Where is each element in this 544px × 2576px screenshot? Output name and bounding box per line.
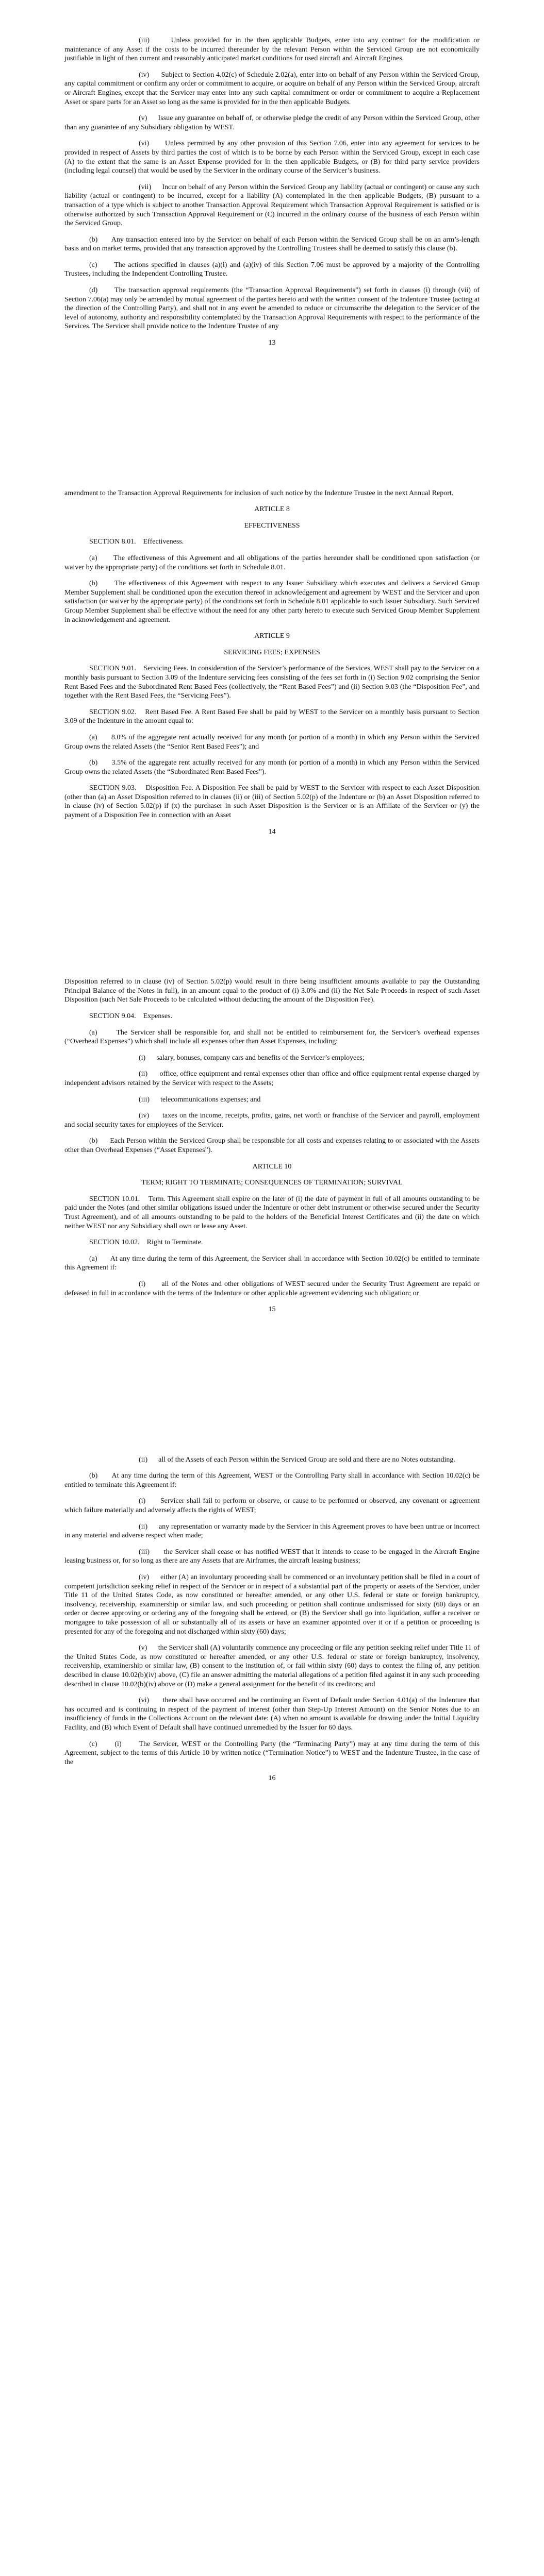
paragraph: (a) The Servicer shall be responsible for, and shall not be entitled to reimbursement for, the Servicer’s overhead expenses (“Overhead Expenses”) which shall include all expenses other than Asset Expenses, including: (64, 1028, 480, 1046)
article-title: EFFECTIVENESS (244, 521, 300, 530)
paragraph: (b) At any time during the term of this Agreement, WEST or the Controlling Party shall in accordance with Section 10.02(c) be entitled to terminate this Agreement if: (64, 1472, 480, 1489)
article-title: SERVICING FEES; EXPENSES (224, 648, 320, 656)
page-number: 14 (268, 827, 276, 836)
paragraph: (v) the Servicer shall (A) voluntarily commence any proceeding or file any petition seeking relief under Title 11 of the United States Code, as now constituted or hereafter amended, or any other U.S. federal or state or foreign bankruptcy, insolvency, receivership, examinership or similar law, (B) consent to the institution of, or fail within sixty (60) days to contest the filing of, any petition described in clause 10.02(b)(iv) above, (C) file an answer admitting the material allegations of a petition filed against it in any such proceeding described in clause 10.02(b)(iv) above or (D) make a general assignment for the benefit of its creditors; and (64, 1644, 480, 1688)
paragraph: (vii) Incur on behalf of any Person within the Serviced Group any liability (actual or contingent) or cause any such liability (actual or contingent) to be incurred, except for a liability (A) contemplated in the then applicable Budgets, (B) pursuant to a transaction of a type which is subject to another Transaction Approval Requirement which Transaction Approval Requirement is satisfied or is otherwise authorized by such Transaction Approval Requirement or (C) incurred in the ordinary course of the business of each Person within the Serviced Group. (64, 183, 480, 228)
article-heading: ARTICLE 9 (254, 632, 290, 640)
page-number: 15 (268, 1306, 276, 1314)
page-number: 13 (268, 339, 276, 347)
paragraph: (a) The effectiveness of this Agreement and all obligations of the parties hereunder shall be conditioned upon satisfaction (or waiver by the appropriate party) of the conditions set forth in Schedule 8.01. (64, 554, 480, 571)
page-gap (0, 355, 544, 489)
paragraph: (vi) Unless permitted by any other provision of this Section 7.06, enter into any agreement for services to be provided in respect of Assets by third parties the cost of which is to be borne by each Person within the Serviced Group, except in each case (A) to the extent that the same is an Asset Expense provided for in the then applicable Budgets, or (B) for third party service providers (including legal counsel) that would be used by the Servicer in the ordinary course of the Servicer’s business. (64, 140, 480, 175)
article-title: TERM; RIGHT TO TERMINATE; CONSEQUENCES OF TERMINATION; SURVIVAL (141, 1179, 403, 1187)
page-number: 16 (268, 1774, 276, 1783)
paragraph: (iii) telecommunications expenses; and (139, 1095, 261, 1104)
paragraph: (v) Issue any guarantee on behalf of, or otherwise pledge the credit of any Person within the Serviced Group, other than any guarantee of any Subsidiary obligation by WEST. (64, 114, 480, 131)
paragraph: (d) The transaction approval requirements (the “Transaction Approval Requirements”) set forth in clauses (i) through (vii) of Section 7.06(a) may only be amended by mutual agreement of the parties hereto and with the written consent of the Indenture Trustee (acting at the direction of the Controlling Party), and shall not in any event be amended to reduce or circumscribe the delegation to the Servicer of the level of autonomy, authority and responsibility contemplated by the Transaction Approval Requirements with respect to the performance of the Services. The Servicer shall provide notice to the Indenture Trustee of any (64, 286, 480, 331)
page-13 (0, 0, 544, 348)
article-heading: ARTICLE 8 (254, 505, 290, 514)
section-heading: SECTION 8.01. Effectiveness. (89, 538, 184, 546)
page-gap (0, 1321, 544, 1455)
paragraph: (iii) the Servicer shall cease or has notified WEST that it intends to cease to be engaged in the Aircraft Engine leasing business or, for so long as there are any Assets that are Airframes, the aircraft leasing business; (64, 1548, 480, 1565)
page-16 (0, 1455, 544, 1783)
paragraph: (a) 8.0% of the aggregate rent actually received for any month (or portion of a month) in which any Person within the Serviced Group owns the related Assets (the “Senior Rent Based Fees”); and (64, 733, 480, 751)
paragraph: (iii) Unless provided for in the then applicable Budgets, enter into any contract for the modification or maintenance of any Asset if the costs to be incurred thereunder by the relevant Person within the Serviced Group are not economically justifiable in light of then current and reasonably anticipated market conditions for used aircraft and Aircraft Engines. (64, 37, 480, 63)
paragraph: (b) Each Person within the Serviced Group shall be responsible for all costs and expenses relating to or associated with the Assets other than Overhead Expenses (“Asset Expenses”). (64, 1137, 480, 1154)
paragraph: (b) Any transaction entered into by the Servicer on behalf of each Person within the Serviced Group shall be on an arm’s-length basis and on market terms, provided that any transaction approved by the Controlling Trustees shall be deemed to satisfy this clause (b). (64, 235, 480, 253)
paragraph: SECTION 10.01. Term. This Agreement shall expire on the later of (i) the date of payment in full of all amounts outstanding to be paid under the Notes (and other similar obligations issued under the Indenture or other debt instrument or otherwise secured under the Security Trust Agreement), and of all amounts outstanding to be paid to the holders of the Beneficial Interest Certificates and (ii) the date on which neither WEST nor any Subsidiary shall own or lease any Asset. (64, 1195, 480, 1230)
paragraph: (vi) there shall have occurred and be continuing an Event of Default under Section 4.01(a) of the Indenture that has occurred and is continuing in respect of the payment of interest (other than Step-Up Interest Amount) on the Senior Notes due to an insufficiency of funds in the Collections Account on the relevant date: (A) when no amount is available for drawing under the Initial Liquidity Facility, and (B) which Event of Default shall have continued unremedied by the Issuer for 60 days. (64, 1697, 480, 1732)
page-gap (0, 843, 544, 977)
paragraph: SECTION 9.03. Disposition Fee. A Disposition Fee shall be paid by WEST to the Servicer with respect to each Asset Disposition (other than (a) an Asset Disposition referred to in clauses (ii) or (iii) of Section 5.02(p) of the Indenture or (b) an Asset Disposition referred to in clause (iv) of Section 5.02(p) if (x) the purchaser in such Asset Disposition is the Servicer or is an Affiliate of the Servicer or (y) the payment of a Disposition Fee in connection with an Asset (64, 784, 480, 820)
paragraph: (iv) taxes on the income, receipts, profits, gains, net worth or franchise of the Servicer and payroll, employment and social security taxes for employees of the Servicer. (64, 1112, 480, 1129)
section-heading: SECTION 9.04. Expenses. (89, 1012, 172, 1021)
paragraph: (b) The effectiveness of this Agreement with respect to any Issuer Subsidiary which executes and delivers a Serviced Group Member Supplement shall be conditioned upon the execution thereof in acknowledgement and agreement by WEST and the Servicer and upon satisfaction (or waiver by the appropriate party) of the conditions set forth in Schedule 8.01 applicable to such Issuer Subsidiary. Such Serviced Group Member Supplement shall be effective without the need for any other party hereto to execute such Serviced Group Member Supplement in acknowledgement and agreement. (64, 580, 480, 624)
page-15 (0, 977, 544, 1314)
paragraph: Disposition referred to in clause (iv) of Section 5.02(p) would result in there being insufficient amounts available to pay the Outstanding Principal Balance of the Notes in full), in an amount equal to the product of (i) 3.0% and (ii) the Net Sale Proceeds in respect of such Asset Disposition (such Net Sale Proceeds to be calculated without deducting the amount of the Disposition Fee). (64, 978, 480, 1004)
paragraph: (ii) office, office equipment and rental expenses other than office and office equipment rental expense charged by independent advisors retained by the Servicer with respect to the Assets; (64, 1070, 480, 1087)
paragraph: (b) 3.5% of the aggregate rent actually received for any month (or portion of a month) in which any Person within the Serviced Group owns the related Assets (the “Subordinated Rent Based Fees”). (64, 759, 480, 776)
paragraph: (c) The actions specified in clauses (a)(i) and (a)(iv) of this Section 7.06 must be approved by a majority of the Controlling Trustees, including the Independent Controlling Trustee. (64, 261, 480, 278)
article-heading: ARTICLE 10 (252, 1162, 292, 1171)
paragraph: (ii) any representation or warranty made by the Servicer in this Agreement proves to have been untrue or incorrect in any material and adverse respect when made; (64, 1522, 480, 1540)
paragraph: (i) salary, bonuses, company cars and benefits of the Servicer’s employees; (139, 1054, 365, 1062)
paragraph: (c) (i) The Servicer, WEST or the Controlling Party (the “Terminating Party”) may at any time during the term of this Agreement, subject to the terms of this Article 10 by written notice (“Termination Notice”) to WEST and the Indenture Trustee, in the case of the (64, 1740, 480, 1766)
section-heading: SECTION 10.02. Right to Terminate. (89, 1239, 203, 1247)
paragraph: (iv) either (A) an involuntary proceeding shall be commenced or an involuntary petition shall be filed in a court of competent jurisdiction seeking relief in respect of the Servicer or in respect of a substantial part of the property or assets of the Servicer, under Title 11 of the United States Code, as now constituted or hereafter amended, or any other U.S. federal or state or foreign bankruptcy, insolvency, receivership, examinership or similar law, and such proceeding or petition shall continue undismissed for sixty (60) days or an order or decree approving or ordering any of the foregoing shall be entered, or (B) the Servicer shall go into liquidation, suffer a receiver or mortgagee to take possession of all or substantially all of its assets or have an examiner appointed over it or if a petition or proceeding is presented for any of the foregoing and not discharged within sixty (60) days; (64, 1573, 480, 1636)
paragraph: (i) all of the Notes and other obligations of WEST secured under the Security Trust Agreement are repaid or defeased in full in accordance with the terms of the Indenture or other applicable agreement evidencing such obligation; or (64, 1280, 480, 1297)
paragraph: SECTION 9.02. Rent Based Fee. A Rent Based Fee shall be paid by WEST to the Servicer on a monthly basis pursuant to Section 3.09 of the Indenture in the amount equal to: (64, 708, 480, 725)
paragraph: (iv) Subject to Section 4.02(c) of Schedule 2.02(a), enter into on behalf of any Person within the Serviced Group, any capital commitment or confirm any order or commitment to acquire, or acquire on behalf of any Person within the Serviced Group, aircraft or Aircraft Engines, except that the Servicer may enter into any such capital commitment or order or commitment to acquire a Replacement Asset or spare parts for an Asset so long as the same is provided for in the then applicable Budgets. (64, 71, 480, 106)
paragraph: (a) At any time during the term of this Agreement, the Servicer shall in accordance with Section 10.02(c) be entitled to terminate this Agreement if: (64, 1255, 480, 1272)
paragraph: (ii) all of the Assets of each Person within the Serviced Group are sold and there are no Notes outstanding. (139, 1455, 455, 1464)
paragraph: (i) Servicer shall fail to perform or observe, or cause to be performed or observed, any covenant or agreement which failure materially and adversely affects the rights of WEST; (64, 1497, 480, 1515)
paragraph: SECTION 9.01. Servicing Fees. In consideration of the Servicer’s performance of the Services, WEST shall pay to the Servicer on a monthly basis pursuant to Section 3.09 of the Indenture servicing fees consisting of the fees set forth in (i) Section 9.02 comprising the Senior Rent Based Fees and the Subordinated Rent Based Fees (collectively, the “Rent Based Fees”) and (ii) Section 9.03 (the “Disposition Fee”, and together with the Rent Based Fees, the “Servicing Fees”). (64, 665, 480, 700)
paragraph: amendment to the Transaction Approval Requirements for inclusion of such notice by the Indenture Trustee in the next Annual Report. (64, 489, 454, 497)
page-14 (0, 489, 544, 837)
